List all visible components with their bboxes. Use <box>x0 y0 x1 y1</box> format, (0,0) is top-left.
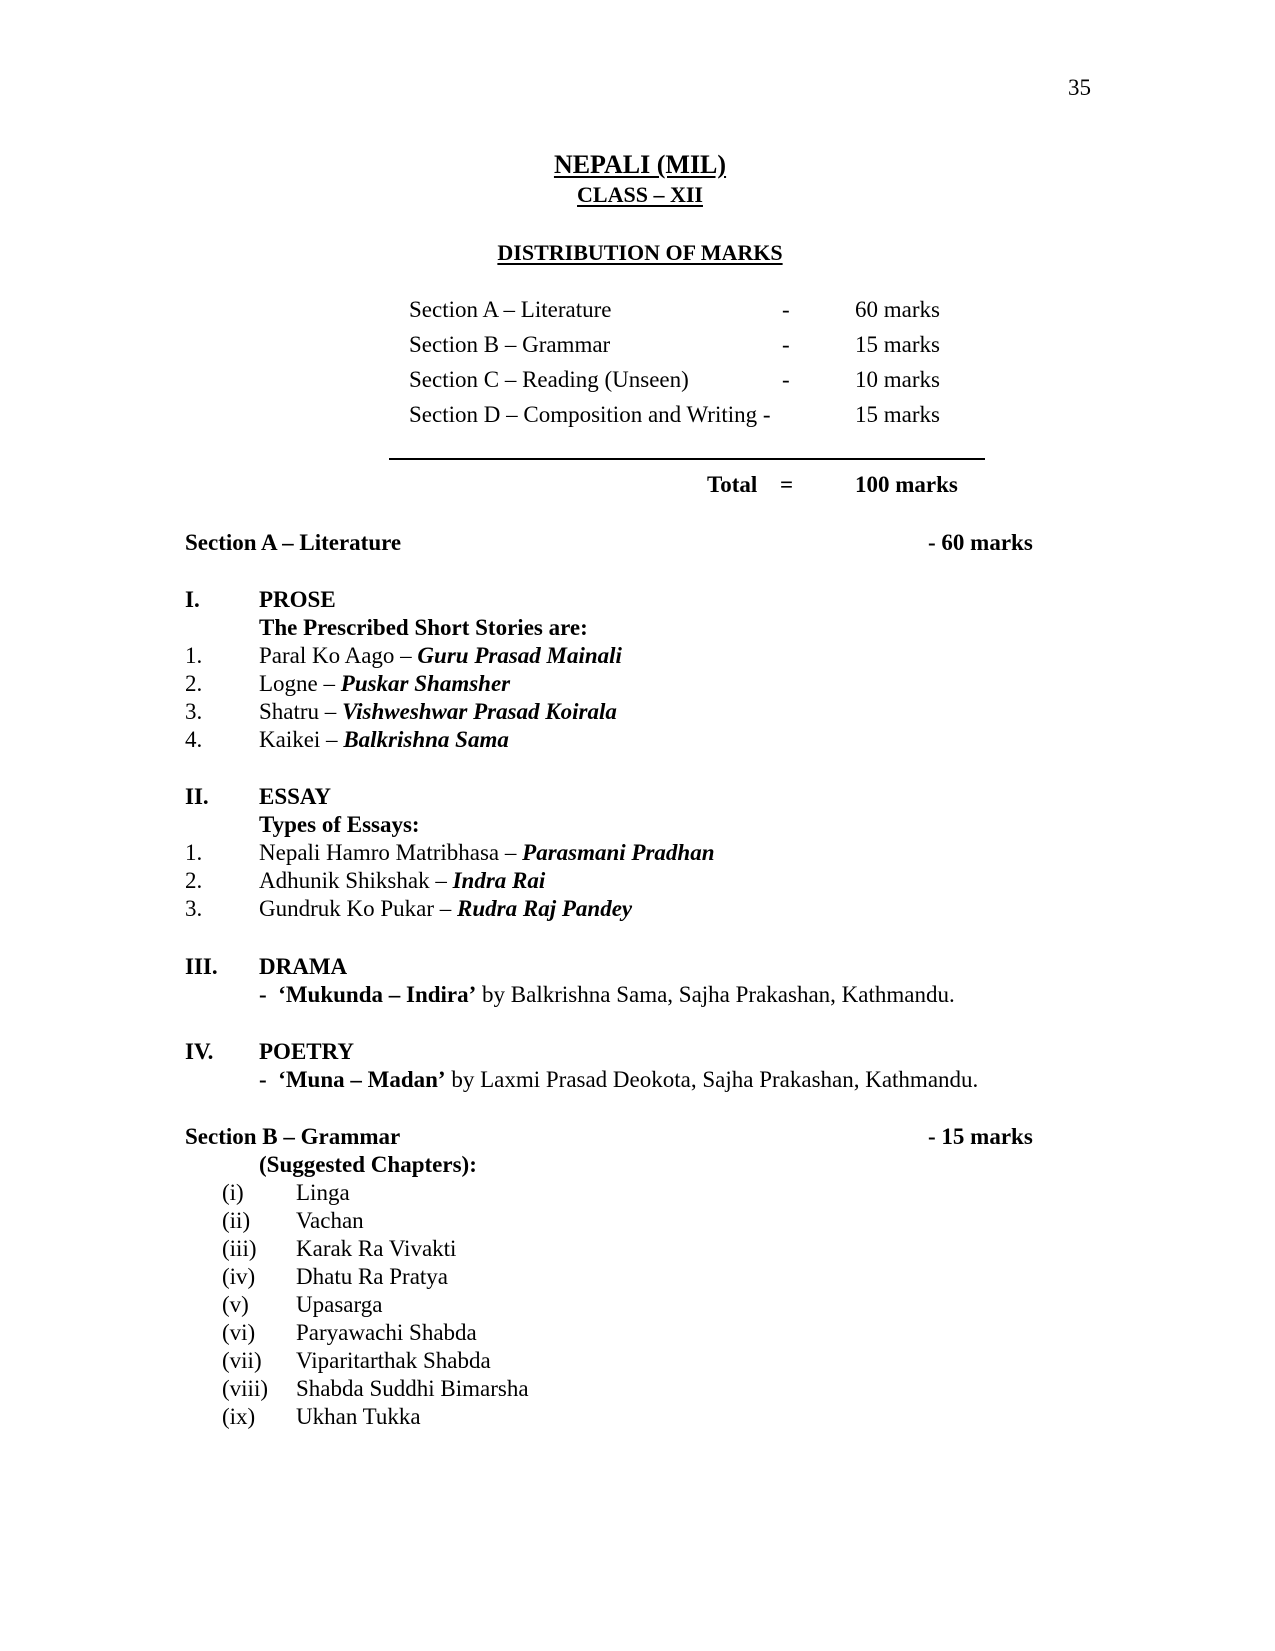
section-b-subheading: (Suggested Chapters): <box>259 1152 477 1177</box>
section-a-title: Section A – Literature <box>185 530 402 555</box>
list-number: (iv) <box>222 1264 256 1289</box>
chapter-item: Dhatu Ra Pratya <box>296 1264 449 1289</box>
chapter-item: Ukhan Tukka <box>296 1404 421 1429</box>
total-label: Total <box>707 472 758 497</box>
distribution-marks: 15 marks <box>855 332 940 357</box>
prose-heading: PROSE <box>259 587 336 612</box>
chapter-item: Linga <box>296 1180 350 1205</box>
drama-numeral: III. <box>185 954 218 979</box>
drama-entry <box>259 983 955 1006</box>
distribution-label: Section D – Composition and Writing - <box>409 402 771 427</box>
total-marks: 100 marks <box>855 472 958 497</box>
list-number: (ii) <box>222 1208 251 1233</box>
list-number: 1. <box>185 840 203 865</box>
chapter-item: Upasarga <box>296 1292 383 1317</box>
drama-dash: - <box>259 982 279 1007</box>
distribution-label: Section B – Grammar <box>409 332 611 357</box>
story-title: Kaikei – <box>259 727 344 752</box>
essay-title: Adhunik Shikshak – <box>259 868 453 893</box>
list-number: (viii) <box>222 1376 268 1401</box>
list-item <box>259 869 545 892</box>
poetry-dash: - <box>259 1067 279 1092</box>
list-number: (vii) <box>222 1348 262 1373</box>
story-author: Vishweshwar Prasad Koirala <box>342 699 617 724</box>
distribution-dash: - <box>782 367 790 392</box>
distribution-dash: - <box>782 297 790 322</box>
list-item <box>259 841 715 864</box>
total-divider <box>389 458 985 460</box>
chapter-item: Paryawachi Shabda <box>296 1320 477 1345</box>
poetry-numeral: IV. <box>185 1039 214 1064</box>
section-b-marks: - 15 marks <box>928 1124 1033 1149</box>
class-label: CLASS – XII <box>577 182 703 207</box>
list-number: (i) <box>222 1180 244 1205</box>
prose-numeral: I. <box>185 587 200 612</box>
essay-subheading: Types of Essays: <box>259 812 420 837</box>
essay-author: Parasmani Pradhan <box>522 840 715 865</box>
chapter-item: Shabda Suddhi Bimarsha <box>296 1376 529 1401</box>
drama-heading: DRAMA <box>259 954 348 979</box>
poetry-entry <box>259 1068 978 1091</box>
story-title: Shatru – <box>259 699 343 724</box>
list-number: 3. <box>185 699 203 724</box>
list-number: 2. <box>185 868 203 893</box>
essay-numeral: II. <box>185 784 209 809</box>
total-equals: = <box>780 472 794 497</box>
list-item <box>259 672 510 695</box>
distribution-marks: 15 marks <box>855 402 940 427</box>
essay-title: Gundruk Ko Pukar – <box>259 896 458 921</box>
list-item <box>259 644 622 667</box>
essay-author: Indra Rai <box>452 868 546 893</box>
list-number: 2. <box>185 671 203 696</box>
distribution-heading: DISTRIBUTION OF MARKS <box>497 240 783 265</box>
list-number: 1. <box>185 643 203 668</box>
story-title: Paral Ko Aago – <box>259 643 418 668</box>
page-title: NEPALI (MIL) <box>553 150 727 179</box>
chapter-item: Karak Ra Vivakti <box>296 1236 457 1261</box>
poetry-details: by Laxmi Prasad Deokota, Sajha Prakashan, Kathmandu. <box>445 1067 979 1092</box>
list-item <box>259 897 632 920</box>
distribution-marks: 60 marks <box>855 297 940 322</box>
chapter-item: Vachan <box>296 1208 364 1233</box>
distribution-marks: 10 marks <box>855 367 940 392</box>
list-number: (ix) <box>222 1404 256 1429</box>
list-number: 4. <box>185 727 203 752</box>
list-number: 3. <box>185 896 203 921</box>
story-author: Guru Prasad Mainali <box>417 643 622 668</box>
list-number: (v) <box>222 1292 249 1317</box>
essay-title: Nepali Hamro Matribhasa – <box>259 840 523 865</box>
poetry-heading: POETRY <box>259 1039 355 1064</box>
section-a-marks: - 60 marks <box>928 530 1033 555</box>
poetry-work: ‘Muna – Madan’ <box>278 1067 446 1092</box>
essay-author: Rudra Raj Pandey <box>457 896 633 921</box>
drama-details: by Balkrishna Sama, Sajha Prakashan, Kathmandu. <box>476 982 955 1007</box>
drama-work: ‘Mukunda – Indira’ <box>278 982 477 1007</box>
distribution-dash: - <box>782 332 790 357</box>
section-b-title: Section B – Grammar <box>185 1124 401 1149</box>
distribution-label: Section A – Literature <box>409 297 612 322</box>
distribution-label: Section C – Reading (Unseen) <box>409 367 689 392</box>
story-title: Logne – <box>259 671 341 696</box>
list-item <box>259 728 509 751</box>
page-number: 35 <box>1068 75 1091 100</box>
list-number: (vi) <box>222 1320 256 1345</box>
prose-subheading: The Prescribed Short Stories are: <box>259 615 588 640</box>
chapter-item: Viparitarthak Shabda <box>296 1348 491 1373</box>
list-number: (iii) <box>222 1236 257 1261</box>
story-author: Balkrishna Sama <box>343 727 509 752</box>
list-item <box>259 700 617 723</box>
story-author: Puskar Shamsher <box>340 671 511 696</box>
essay-heading: ESSAY <box>259 784 332 809</box>
